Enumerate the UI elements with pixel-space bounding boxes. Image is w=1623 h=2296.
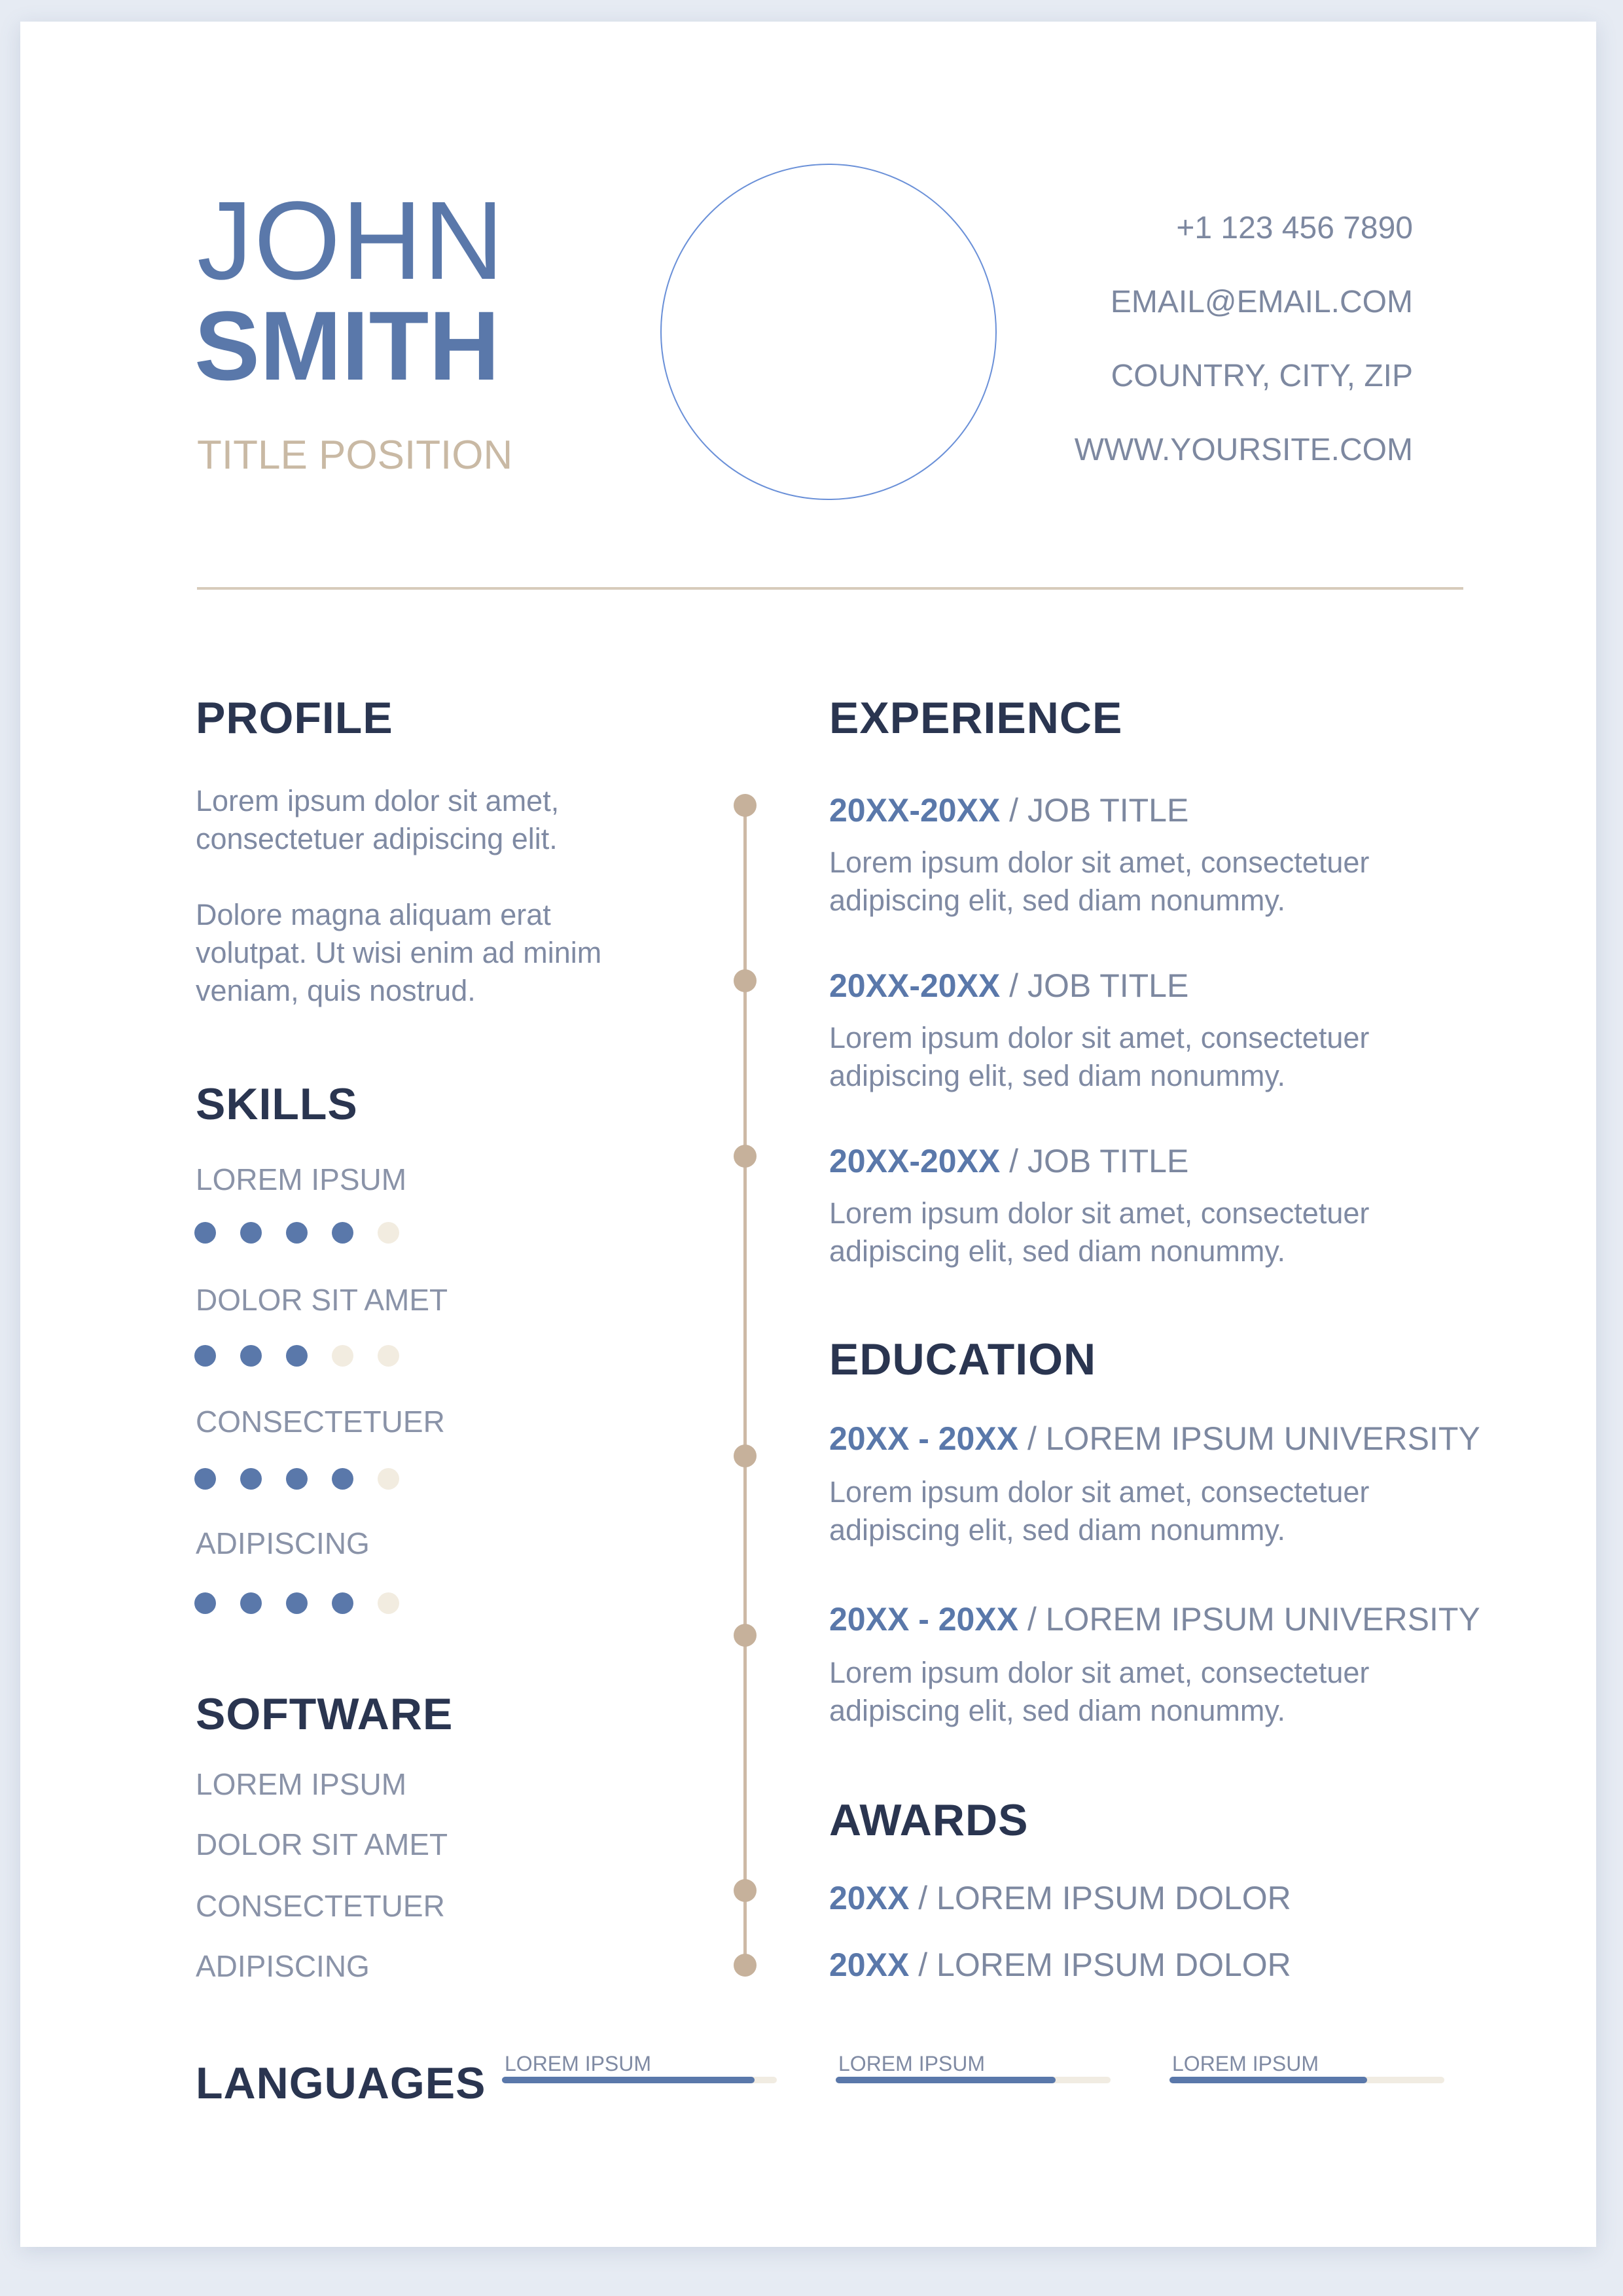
job-title: JOB TITLE — [1027, 967, 1189, 1004]
separator: / — [1000, 1143, 1027, 1179]
skill-dot-filled — [240, 1468, 262, 1490]
experience-years: 20XX-20XX — [829, 1143, 1001, 1179]
education-entry-header — [829, 1422, 1480, 1455]
separator: / — [909, 1946, 937, 1983]
language-bar — [1169, 2077, 1444, 2083]
resume-page — [20, 22, 1596, 2247]
experience-description — [829, 1194, 1484, 1270]
language-bar-fill — [836, 2077, 1056, 2083]
skill-dot-filled — [286, 1468, 308, 1490]
profile-line: veniam, quis nostrud. — [196, 974, 476, 1007]
experience-description — [829, 844, 1484, 920]
skill-dot-filled — [332, 1468, 353, 1490]
profile-paragraph-2 — [196, 896, 719, 1010]
skill-name: LOREM IPSUM — [196, 1162, 407, 1196]
languages-heading: LANGUAGES — [196, 2058, 486, 2108]
language-bar-fill — [502, 2077, 755, 2083]
first-name: JOHN — [197, 179, 505, 303]
award-entry — [829, 1948, 1291, 1981]
header-divider — [197, 587, 1463, 590]
description-line: adipiscing elit, sed diam nonummy. — [829, 1694, 1285, 1727]
education-years: 20XX - 20XX — [829, 1420, 1019, 1457]
profile-line: Lorem ipsum dolor sit amet, — [196, 784, 560, 817]
email: EMAIL@EMAIL.COM — [1110, 285, 1413, 319]
education-entry-header — [829, 1603, 1480, 1636]
description-line: adipiscing elit, sed diam nonummy. — [829, 1059, 1285, 1092]
photo-placeholder — [660, 164, 997, 500]
job-title: JOB TITLE — [1027, 792, 1189, 829]
profile-line: Dolore magna aliquam erat — [196, 898, 551, 931]
skill-dot-filled — [286, 1222, 308, 1244]
title-position: TITLE POSITION — [197, 433, 513, 478]
timeline-dot — [734, 1444, 757, 1467]
description-line: Lorem ipsum dolor sit amet, consectetuer — [829, 1475, 1370, 1509]
skill-name: CONSECTETUER — [196, 1405, 445, 1439]
profile-paragraph-1 — [196, 782, 719, 858]
timeline-dot — [734, 1624, 757, 1647]
skill-name: DOLOR SIT AMET — [196, 1283, 448, 1317]
separator: / — [1000, 967, 1027, 1004]
profile-line: volutpat. Ut wisi enim ad minim — [196, 936, 602, 969]
skill-dot-filled — [286, 1345, 308, 1367]
phone: +1 123 456 7890 — [1176, 211, 1413, 245]
separator: / — [1018, 1420, 1046, 1457]
description-line: Lorem ipsum dolor sit amet, consectetuer — [829, 1196, 1370, 1230]
skill-dot-filled — [194, 1222, 216, 1244]
experience-entry-header — [829, 794, 1188, 827]
timeline-dot — [734, 1879, 757, 1902]
award-year: 20XX — [829, 1946, 910, 1983]
school-name: LOREM IPSUM UNIVERSITY — [1045, 1601, 1480, 1638]
award-name: LOREM IPSUM DOLOR — [936, 1880, 1291, 1916]
skill-dot-empty — [378, 1222, 399, 1244]
language-bar — [836, 2077, 1111, 2083]
skill-dot-empty — [378, 1468, 399, 1490]
skill-dot-filled — [286, 1592, 308, 1614]
skill-rating — [194, 1222, 399, 1244]
skills-heading: SKILLS — [196, 1079, 358, 1129]
experience-heading: EXPERIENCE — [829, 693, 1123, 743]
separator: / — [909, 1880, 937, 1916]
skill-dot-filled — [240, 1592, 262, 1614]
education-description — [829, 1473, 1484, 1549]
awards-heading: AWARDS — [829, 1795, 1029, 1845]
timeline-dot — [734, 1954, 757, 1977]
job-title: JOB TITLE — [1027, 1143, 1189, 1179]
award-entry — [829, 1882, 1291, 1914]
profile-heading: PROFILE — [196, 693, 393, 743]
experience-years: 20XX-20XX — [829, 792, 1001, 829]
description-line: Lorem ipsum dolor sit amet, consectetuer — [829, 1021, 1370, 1054]
language-name: LOREM IPSUM — [838, 2052, 986, 2075]
language-bar-fill — [1169, 2077, 1367, 2083]
skill-dot-empty — [378, 1345, 399, 1367]
address: COUNTRY, CITY, ZIP — [1111, 359, 1413, 393]
skill-rating — [194, 1468, 399, 1490]
website: WWW.YOURSITE.COM — [1074, 433, 1413, 467]
language-name: LOREM IPSUM — [505, 2052, 652, 2075]
description-line: adipiscing elit, sed diam nonummy. — [829, 1234, 1285, 1268]
software-item: LOREM IPSUM — [196, 1767, 407, 1801]
education-description — [829, 1654, 1484, 1730]
description-line: adipiscing elit, sed diam nonummy. — [829, 884, 1285, 917]
timeline-dot — [734, 1145, 757, 1168]
skill-dot-filled — [194, 1592, 216, 1614]
skill-dot-empty — [378, 1592, 399, 1614]
language-name: LOREM IPSUM — [1172, 2052, 1319, 2075]
experience-entry-header — [829, 969, 1188, 1002]
separator: / — [1018, 1601, 1046, 1638]
skill-rating — [194, 1345, 399, 1367]
profile-line: consectetuer adipiscing elit. — [196, 822, 558, 855]
software-heading: SOFTWARE — [196, 1689, 454, 1739]
last-name: SMITH — [194, 291, 500, 401]
school-name: LOREM IPSUM UNIVERSITY — [1045, 1420, 1480, 1457]
description-line: adipiscing elit, sed diam nonummy. — [829, 1513, 1285, 1547]
skill-rating — [194, 1592, 399, 1614]
skill-dot-filled — [240, 1345, 262, 1367]
education-years: 20XX - 20XX — [829, 1601, 1019, 1638]
skill-dot-filled — [332, 1592, 353, 1614]
experience-entry-header — [829, 1145, 1188, 1177]
skill-dot-filled — [240, 1222, 262, 1244]
timeline-dot — [734, 969, 757, 992]
separator: / — [1000, 792, 1027, 829]
experience-description — [829, 1019, 1484, 1095]
timeline-dot — [734, 794, 757, 817]
skill-dot-filled — [194, 1345, 216, 1367]
skill-dot-filled — [194, 1468, 216, 1490]
software-item: DOLOR SIT AMET — [196, 1827, 448, 1861]
skill-dot-empty — [332, 1345, 353, 1367]
software-item: ADIPISCING — [196, 1949, 370, 1983]
description-line: Lorem ipsum dolor sit amet, consectetuer — [829, 1656, 1370, 1689]
education-heading: EDUCATION — [829, 1335, 1097, 1384]
skill-dot-filled — [332, 1222, 353, 1244]
language-bar — [502, 2077, 777, 2083]
skill-name: ADIPISCING — [196, 1526, 370, 1560]
software-item: CONSECTETUER — [196, 1889, 445, 1923]
award-year: 20XX — [829, 1880, 910, 1916]
experience-years: 20XX-20XX — [829, 967, 1001, 1004]
description-line: Lorem ipsum dolor sit amet, consectetuer — [829, 846, 1370, 879]
award-name: LOREM IPSUM DOLOR — [936, 1946, 1291, 1983]
